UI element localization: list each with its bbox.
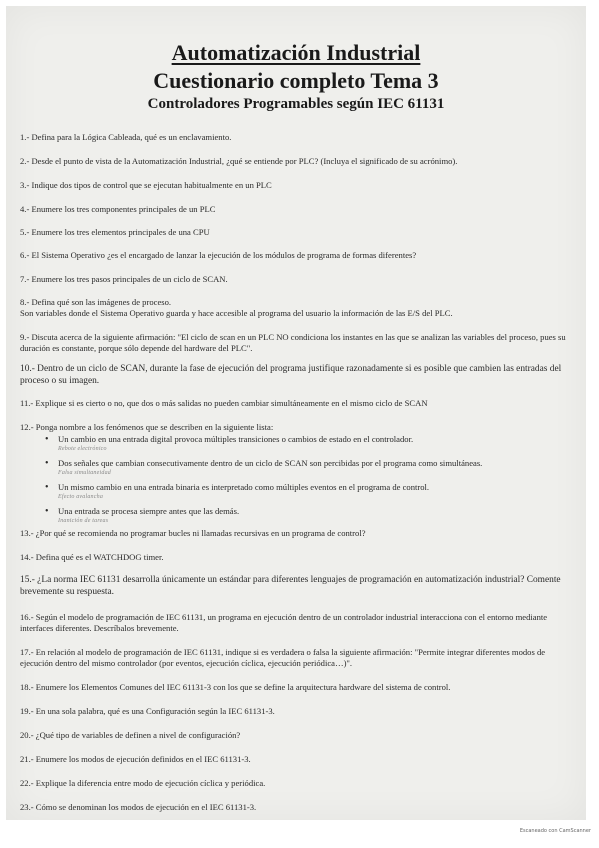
document-topic: Controladores Programables según IEC 61131 (147, 96, 445, 112)
question-12-list (58, 434, 572, 530)
question-11: 11.- Explique si es cierto o no, que dos o más salidas no pueden cambiar simultáneamente en el mismo ciclo de SCAN (20, 398, 428, 408)
list-item (58, 482, 572, 506)
list-item (58, 506, 572, 530)
list-item-text: Una entrada se procesa siempre antes que las demás. (58, 506, 240, 516)
question-2: 2.- Desde el punto de vista de la Automatización Industrial, ¿qué se entiende por PLC? (Incluya el significado de su acrónimo). (20, 156, 458, 166)
question-4: 4.- Enumere los tres componentes principales de un PLC (20, 204, 216, 214)
question-20: 20.- ¿Qué tipo de variables de definen a nivel de configuración? (20, 730, 241, 740)
question-1: 1.- Defina para la Lógica Cableada, qué es un enclavamiento. (20, 132, 232, 142)
list-item-text: Un mismo cambio en una entrada binaria es interpretado como múltiples eventos en el programa de control. (58, 482, 430, 492)
question-8-answer: Son variables donde el Sistema Operativo guarda y hace accesible al programa del usuario la información de las E/S del PLC. (20, 308, 453, 318)
document-title: Automatización Industrial (171, 40, 421, 65)
handwritten-note: Efecto avalancha (58, 494, 104, 500)
list-item-text: Dos señales que cambian consecutivamente dentro de un ciclo de SCAN son percibidas por el programa como simultáneas. (58, 458, 483, 468)
question-6: 6.- El Sistema Operativo ¿es el encargado de lanzar la ejecución de los módulos de programa de formas diferentes? (20, 250, 417, 260)
question-23: 23.- Cómo se denominan los modos de ejecución en el IEC 61131-3. (20, 802, 257, 812)
question-3: 3.- Indique dos tipos de control que se ejecutan habitualmente en un PLC (20, 180, 272, 190)
question-15: 15.- ¿La norma IEC 61131 desarrolla únicamente un estándar para diferentes lenguajes de programación en automatización industrial? Comente brevemente su respuesta. (20, 575, 561, 597)
question-12: 12.- Ponga nombre a los fenómenos que se describen en la siguiente lista: (20, 422, 274, 432)
scanner-watermark: Escaneado con CamScanner (519, 828, 591, 834)
question-9: 9.- Discuta acerca de la siguiente afirmación: "El ciclo de scan en un PLC NO condiciona los instantes en las que se analizan las variables del proceso, pues su duración es constante, porque sólo depende del hardware del PLC". (20, 332, 566, 353)
list-item (58, 434, 572, 458)
question-19: 19.- En una sola palabra, qué es una Configuración según la IEC 61131-3. (20, 706, 275, 716)
handwritten-note: Falsa simultaneidad (58, 470, 111, 476)
question-22: 22.- Explique la diferencia entre modo de ejecución cíclica y periódica. (20, 778, 266, 788)
question-13: 13.- ¿Por qué se recomienda no programar bucles ni llamadas recursivas en un programa de control? (20, 528, 366, 538)
question-7: 7.- Enumere los tres pasos principales de un ciclo de SCAN. (20, 274, 228, 284)
question-5: 5.- Enumere los tres elementos principales de una CPU (20, 227, 210, 237)
question-14: 14.- Defina qué es el WATCHDOG timer. (20, 552, 164, 562)
question-21: 21.- Enumere los modos de ejecución definidos en el IEC 61131-3. (20, 754, 251, 764)
handwritten-note: Rebote electrónico (58, 446, 107, 452)
question-10: 10.- Dentro de un ciclo de SCAN, durante la fase de ejecución del programa justifique razonadamente si es posible que cambien las entradas del proceso o su imagen. (20, 364, 562, 386)
question-17: 17.- En relación al modelo de programación de IEC 61131, indique si es verdadera o falsa la siguiente afirmación: "Permite integrar diferentes modos de ejecución dentro del mismo controlador (por eventos, ejecución cíclica, ejecución periódica…)". (20, 647, 546, 668)
question-18: 18.- Enumere los Elementos Comunes del IEC 61131-3 con los que se define la arquitectura hardware del sistema de control. (20, 682, 451, 692)
list-item-text: Un cambio en una entrada digital provoca múltiples transiciones o cambios de estado en el controlador. (58, 434, 414, 444)
document-subtitle: Cuestionario completo Tema 3 (153, 68, 439, 93)
question-8: 8.- Defina qué son las imágenes de proceso. (20, 297, 172, 307)
list-item (58, 458, 572, 482)
question-16: 16.- Según el modelo de programación de IEC 61131, un programa en ejecución dentro de un controlador industrial interacciona con el entorno mediante interfaces diferentes. Descríbalos brevemente. (20, 612, 548, 633)
document-page (6, 6, 586, 820)
handwritten-note: Inanición de tareas (58, 518, 109, 524)
